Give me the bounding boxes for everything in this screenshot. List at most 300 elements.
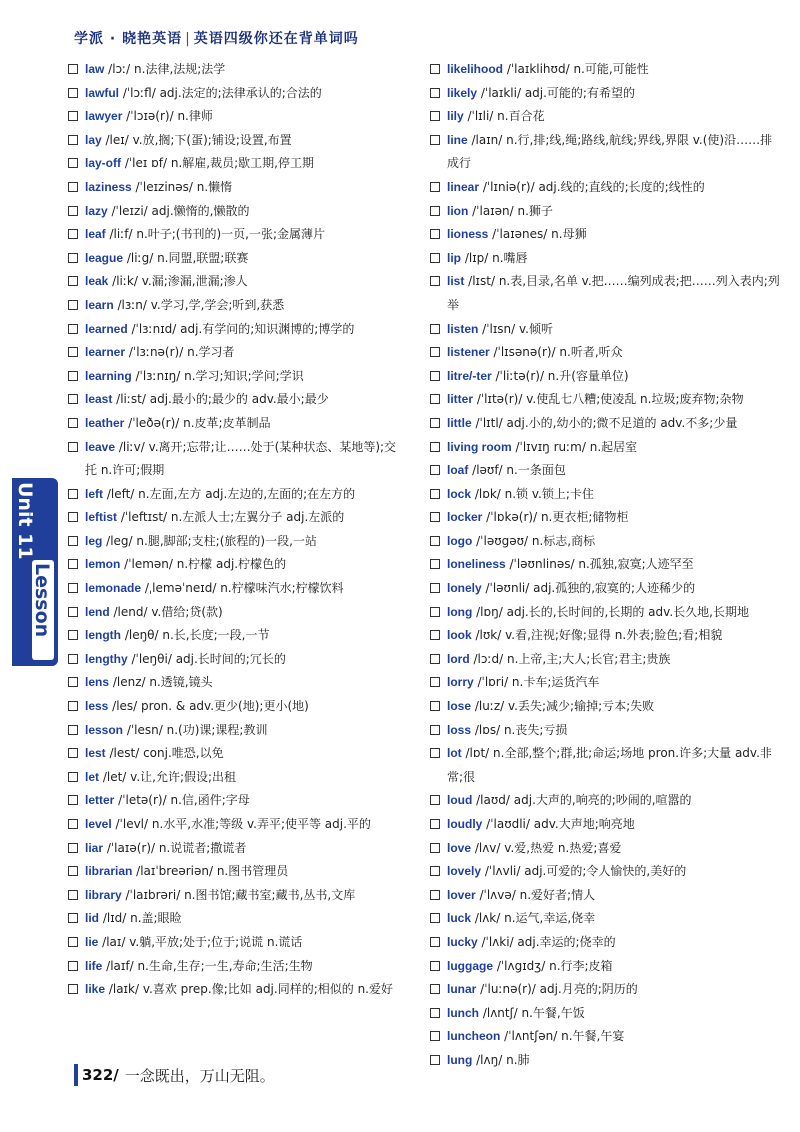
phonetic: /ˈləʊgəʊ/ xyxy=(472,533,532,548)
checkbox[interactable] xyxy=(430,206,440,216)
entry-body xyxy=(447,553,780,577)
entry-body xyxy=(447,365,780,389)
phonetic: /laɪf/ xyxy=(102,958,138,973)
headword: linear xyxy=(447,179,480,194)
entry-body xyxy=(447,105,780,129)
definition: n.丧失;亏损 xyxy=(503,722,568,737)
vocab-entry xyxy=(430,341,780,365)
vocab-entry xyxy=(430,955,780,979)
headword: lay xyxy=(85,132,102,147)
checkbox[interactable] xyxy=(68,394,78,404)
header-separator: | xyxy=(185,31,191,47)
checkbox[interactable] xyxy=(430,630,440,640)
checkbox[interactable] xyxy=(68,347,78,357)
entry-body xyxy=(447,648,780,672)
vocab-entry xyxy=(68,789,408,813)
definition: adj.最小的;最少的 adv.最小;最少 xyxy=(149,392,329,407)
phonetic: /lʌv/ xyxy=(471,840,505,855)
entry-body xyxy=(85,624,408,648)
definition: n.左面,左方 adj.左边的,左面的;在左方的 xyxy=(138,486,356,501)
headword: locker xyxy=(447,510,483,525)
vocab-entry xyxy=(430,530,780,554)
phonetic: /ˈlɪsənə(r)/ xyxy=(489,345,560,360)
vocab-entry xyxy=(68,978,408,1002)
checkbox[interactable] xyxy=(68,229,78,239)
checkbox[interactable] xyxy=(430,654,440,664)
checkbox[interactable] xyxy=(68,111,78,121)
vocab-entry xyxy=(68,58,408,82)
entry-body xyxy=(85,223,408,247)
definition: n.锁 v.锁上;卡住 xyxy=(504,486,594,501)
checkbox[interactable] xyxy=(430,913,440,923)
checkbox[interactable] xyxy=(430,1031,440,1041)
definition: v.喜欢 prep.像;比如 adj.同样的;相似的 n.爱好 xyxy=(142,982,393,997)
checkbox[interactable] xyxy=(68,866,78,876)
definition: n.叶子;(书刊的)一页,一张;金属薄片 xyxy=(136,227,326,242)
footer-bar xyxy=(74,1064,78,1086)
definition: n.百合花 xyxy=(497,109,545,124)
vocab-entry xyxy=(68,719,408,743)
headword: life xyxy=(85,958,103,973)
checkbox[interactable] xyxy=(68,182,78,192)
checkbox[interactable] xyxy=(430,394,440,404)
page-number: 322/ xyxy=(82,1066,119,1084)
checkbox[interactable] xyxy=(68,442,78,452)
headword: lunch xyxy=(447,1005,479,1020)
headword: lawful xyxy=(85,85,120,100)
entry-body xyxy=(85,671,408,695)
entry-body xyxy=(85,270,408,294)
definition: n.起居室 xyxy=(589,439,638,454)
phonetic: /lɪd/ xyxy=(99,911,131,926)
headword: living room xyxy=(447,439,512,454)
checkbox[interactable] xyxy=(430,701,440,711)
entry-body xyxy=(85,152,408,176)
entry-body xyxy=(447,601,780,625)
definition: v.漏;渗漏,泄漏;渗人 xyxy=(141,274,248,289)
definition: n.运气,幸运,侥幸 xyxy=(504,911,596,926)
entry-body xyxy=(447,719,780,743)
checkbox[interactable] xyxy=(430,748,440,758)
definition: v.学习,学,学会;听到,获悉 xyxy=(150,297,285,312)
vocab-entry xyxy=(68,318,408,342)
vocab-entry xyxy=(430,813,780,837)
vocab-entry xyxy=(430,1049,780,1073)
checkbox[interactable] xyxy=(430,111,440,121)
vocab-entry xyxy=(430,648,780,672)
headword: learner xyxy=(85,345,126,360)
headword: lazy xyxy=(85,203,108,218)
checkbox[interactable] xyxy=(430,64,440,74)
vocab-entry xyxy=(68,766,408,790)
headword: lid xyxy=(85,911,99,926)
definition: v.爱,热爱 n.热爱;喜爱 xyxy=(504,840,622,855)
entry-body xyxy=(447,624,780,648)
vocab-entry xyxy=(68,105,408,129)
vocab-entry xyxy=(68,553,408,577)
entry-body xyxy=(447,483,780,507)
phonetic: /liːst/ xyxy=(112,392,150,407)
definition: adj.有学问的;知识渊博的;博学的 xyxy=(180,321,355,336)
phonetic: /ˈləʊnlinəs/ xyxy=(505,557,579,572)
entry-body xyxy=(85,837,408,861)
checkbox[interactable] xyxy=(68,536,78,546)
definition: n.信,函件;字母 xyxy=(170,793,250,808)
checkbox[interactable] xyxy=(430,890,440,900)
definition: n.升(容量单位) xyxy=(547,368,629,383)
definition: n.行李;皮箱 xyxy=(549,958,613,973)
definition: n.母狮 xyxy=(551,227,587,242)
book-series: 学派 · 晓艳英语 xyxy=(74,31,183,47)
checkbox[interactable] xyxy=(430,253,440,263)
checkbox[interactable] xyxy=(430,725,440,735)
headword: learning xyxy=(85,368,132,383)
vocab-entry xyxy=(430,671,780,695)
headword: lonely xyxy=(447,581,482,596)
definition: v.丢失;减少;输掉;亏本;失败 xyxy=(508,699,655,714)
checkbox[interactable] xyxy=(68,559,78,569)
headword: lorry xyxy=(447,675,474,690)
checkbox[interactable] xyxy=(68,253,78,263)
entry-body xyxy=(447,341,780,365)
headword: litre/-ter xyxy=(447,368,492,383)
phonetic: /lɒŋ/ xyxy=(472,604,507,619)
checkbox[interactable] xyxy=(68,961,78,971)
phonetic: /ˈlɜːnɪŋ/ xyxy=(131,368,185,383)
checkbox[interactable] xyxy=(68,819,78,829)
phonetic: /laɪk/ xyxy=(105,982,143,997)
vocab-entry xyxy=(68,176,408,200)
checkbox[interactable] xyxy=(68,607,78,617)
headword: lest xyxy=(85,746,106,761)
vocab-entry xyxy=(430,1002,780,1026)
entry-body xyxy=(447,200,780,224)
entry-body xyxy=(85,365,408,389)
definition: n.生命,生存;一生,寿命;生活;生物 xyxy=(137,958,313,973)
vocab-entry xyxy=(68,884,408,908)
headword: least xyxy=(85,392,113,407)
checkbox[interactable] xyxy=(430,229,440,239)
phonetic: /ˈluːnə(r)/ xyxy=(476,982,540,997)
definition: n.一条面包 xyxy=(506,463,566,478)
vocab-entry xyxy=(68,813,408,837)
entry-body xyxy=(85,294,408,318)
phonetic: /lɒk/ xyxy=(471,486,505,501)
checkbox[interactable] xyxy=(430,276,440,286)
headword: lens xyxy=(85,675,110,690)
phonetic: /lest/ xyxy=(105,746,144,761)
definition: n.表,目录,名单 v.把……编列成表;把……列入表内;列举 xyxy=(447,274,780,312)
definition: n.解雇,裁员;歇工期,停工期 xyxy=(170,156,314,171)
entry-body xyxy=(447,955,780,979)
entry-body xyxy=(85,955,408,979)
vocab-entry xyxy=(430,978,780,1002)
phonetic: /laʊd/ xyxy=(472,793,514,808)
definition: n.左派人士;左翼分子 adj.左派的 xyxy=(170,510,345,525)
vocab-entry xyxy=(430,624,780,648)
entry-body xyxy=(85,601,408,625)
definition: adj.长时间的;冗长的 xyxy=(175,651,286,666)
vocab-entry xyxy=(68,412,408,436)
phonetic: /ˈlɒkə(r)/ xyxy=(482,510,541,525)
checkbox[interactable] xyxy=(68,300,78,310)
entry-body xyxy=(85,412,408,436)
entry-body xyxy=(447,789,780,813)
vocab-entry xyxy=(430,742,780,789)
entry-body xyxy=(447,270,780,317)
vocab-entry xyxy=(430,388,780,412)
phonetic: /ˌleməˈneɪd/ xyxy=(141,581,221,596)
checkbox[interactable] xyxy=(430,88,440,98)
checkbox[interactable] xyxy=(68,418,78,428)
definition: v.使乱七八糟;使凌乱 n.垃圾;废弃物;杂物 xyxy=(526,392,744,407)
vocab-entry xyxy=(68,341,408,365)
definition: n.更衣柜;储物柜 xyxy=(540,510,629,525)
vocab-entry xyxy=(68,200,408,224)
vocab-entry xyxy=(68,436,408,483)
definition: v.看,注视;好像;显得 n.外表;脸色;看;相貌 xyxy=(505,628,723,643)
checkbox[interactable] xyxy=(68,512,78,522)
entry-body xyxy=(85,341,408,365)
headword: lemonade xyxy=(85,581,142,596)
checkbox[interactable] xyxy=(430,347,440,357)
entry-body xyxy=(447,459,780,483)
checkbox[interactable] xyxy=(68,88,78,98)
footer-motto: 一念既出，万山无阻。 xyxy=(124,1066,275,1085)
checkbox[interactable] xyxy=(430,512,440,522)
checkbox[interactable] xyxy=(430,819,440,829)
vocab-entry xyxy=(68,223,408,247)
entry-body xyxy=(85,82,408,106)
entry-body xyxy=(85,506,408,530)
phonetic: /left/ xyxy=(103,486,139,501)
entry-body xyxy=(85,530,408,554)
vocab-entry xyxy=(68,671,408,695)
vocab-entry xyxy=(68,82,408,106)
headword: librarian xyxy=(85,864,133,879)
vocab-entry xyxy=(68,483,408,507)
phonetic: /ˈlaɪbrəri/ xyxy=(121,887,185,902)
checkbox[interactable] xyxy=(430,536,440,546)
headword: loneliness xyxy=(447,557,506,572)
checkbox[interactable] xyxy=(430,866,440,876)
headword: likely xyxy=(447,85,478,100)
checkbox[interactable] xyxy=(430,324,440,334)
definition: adj.可爱的;令人愉快的,美好的 xyxy=(524,864,687,879)
definition: n.腿,脚部;支柱;(旅程的)一段,一站 xyxy=(136,533,317,548)
checkbox[interactable] xyxy=(68,843,78,853)
phonetic: /leg/ xyxy=(102,533,137,548)
entry-body xyxy=(447,223,780,247)
vocab-entry xyxy=(430,907,780,931)
phonetic: /lʌntʃ/ xyxy=(479,1005,522,1020)
checkbox[interactable] xyxy=(68,701,78,711)
entry-body xyxy=(447,176,780,200)
checkbox[interactable] xyxy=(430,607,440,617)
definition: n.听者,听众 xyxy=(559,345,623,360)
phonetic: /lɔː/ xyxy=(104,62,135,76)
vocab-entry xyxy=(430,506,780,530)
checkbox[interactable] xyxy=(68,583,78,593)
checkbox[interactable] xyxy=(430,135,440,145)
checkbox[interactable] xyxy=(430,418,440,428)
checkbox[interactable] xyxy=(430,937,440,947)
vocab-entry xyxy=(430,860,780,884)
entry-body xyxy=(447,436,780,460)
vocab-entry xyxy=(430,129,780,176)
checkbox[interactable] xyxy=(68,890,78,900)
definition: n.爱好者;情人 xyxy=(519,887,596,902)
entry-body xyxy=(85,907,408,931)
headword: lesson xyxy=(85,722,124,737)
checkbox[interactable] xyxy=(68,64,78,74)
checkbox[interactable] xyxy=(430,961,440,971)
checkbox[interactable] xyxy=(430,583,440,593)
checkbox[interactable] xyxy=(68,677,78,687)
headword: lip xyxy=(447,250,461,265)
vocab-entry xyxy=(68,624,408,648)
headword: lunar xyxy=(447,982,477,997)
definition: n.学习;知识;学问;学识 xyxy=(184,368,304,383)
phonetic: /ləʊf/ xyxy=(468,463,507,478)
lesson-label: Lesson 4 xyxy=(32,560,54,660)
checkbox[interactable] xyxy=(68,748,78,758)
phonetic: /ˈlaɪən/ xyxy=(468,203,518,218)
definition: n.说谎者;撒谎者 xyxy=(158,840,247,855)
headword: listener xyxy=(447,345,490,360)
definition: n.行,排;线,绳;路线,航线;界线,界限 v.(使)沿……排成行 xyxy=(447,132,773,171)
definition: n.狮子 xyxy=(517,203,553,218)
vocab-entry xyxy=(68,837,408,861)
checkbox[interactable] xyxy=(68,324,78,334)
definition: v.离开;忘带;让……处于(某种状态、某地等);交托 n.许可;假期 xyxy=(85,439,397,478)
headword: luck xyxy=(447,911,472,926)
phonetic: /ˈleŋθi/ xyxy=(127,651,176,666)
checkbox[interactable] xyxy=(430,1008,440,1018)
checkbox[interactable] xyxy=(68,135,78,145)
checkbox[interactable] xyxy=(430,984,440,994)
definition: adj.法定的;法律承认的;合法的 xyxy=(159,85,322,100)
checkbox[interactable] xyxy=(430,371,440,381)
definition: adj.线的;直线的;长度的;线性的 xyxy=(538,179,705,194)
phonetic: /lʊk/ xyxy=(471,628,506,643)
checkbox[interactable] xyxy=(430,1055,440,1065)
entry-body xyxy=(85,742,408,766)
definition: adj.可能的;有希望的 xyxy=(524,85,635,100)
definition: n.皮革;皮革制品 xyxy=(183,415,271,430)
phonetic: /ˈlɜːnə(r)/ xyxy=(125,345,188,360)
headword: learn xyxy=(85,297,114,312)
headword: lung xyxy=(447,1052,473,1067)
entry-body xyxy=(85,813,408,837)
phonetic: /laɪ/ xyxy=(98,934,130,949)
headword: lock xyxy=(447,486,472,501)
headword: left xyxy=(85,486,103,501)
phonetic: /ˈlɪli/ xyxy=(463,109,498,124)
headword: length xyxy=(85,628,121,643)
checkbox[interactable] xyxy=(68,630,78,640)
phonetic: /ˈliːtə(r)/ xyxy=(491,368,548,383)
checkbox[interactable] xyxy=(68,158,78,168)
checkbox[interactable] xyxy=(430,442,440,452)
checkbox[interactable] xyxy=(68,772,78,782)
checkbox[interactable] xyxy=(68,206,78,216)
definition: pron. & adv.更少(地);更小(地) xyxy=(141,699,309,714)
checkbox[interactable] xyxy=(430,465,440,475)
headword: lemon xyxy=(85,557,121,572)
checkbox[interactable] xyxy=(68,913,78,923)
checkbox[interactable] xyxy=(68,276,78,286)
headword: leave xyxy=(85,439,116,454)
checkbox[interactable] xyxy=(68,937,78,947)
entry-body xyxy=(447,388,780,412)
checkbox[interactable] xyxy=(430,182,440,192)
definition: n.透镜,镜头 xyxy=(149,675,213,690)
definition: n.(功)课;课程;教训 xyxy=(166,722,268,737)
headword: listen xyxy=(447,321,479,336)
phonetic: /ˈlʌki/ xyxy=(477,934,518,949)
checkbox[interactable] xyxy=(68,371,78,381)
definition: v.放,搁;下(蛋);铺设;设置,布置 xyxy=(132,132,292,147)
checkbox[interactable] xyxy=(68,654,78,664)
entry-body xyxy=(447,1049,780,1073)
vocab-entry xyxy=(68,388,408,412)
checkbox[interactable] xyxy=(68,795,78,805)
checkbox[interactable] xyxy=(430,489,440,499)
definition: n.午餐,午宴 xyxy=(561,1029,625,1044)
headword: luncheon xyxy=(447,1029,501,1044)
checkbox[interactable] xyxy=(430,843,440,853)
headword: level xyxy=(85,817,112,831)
headword: little xyxy=(447,415,472,430)
phonetic: /leɪ/ xyxy=(101,132,133,147)
vocab-entry xyxy=(68,270,408,294)
checkbox[interactable] xyxy=(430,559,440,569)
vocab-entry xyxy=(68,860,408,884)
vocab-entry xyxy=(68,506,408,530)
entry-body xyxy=(85,931,408,955)
definition: adv.大声地;响亮地 xyxy=(533,817,635,831)
headword: league xyxy=(85,250,124,265)
entry-body xyxy=(447,129,780,176)
phonetic: /lʌŋ/ xyxy=(472,1052,507,1067)
definition: v.倾听 xyxy=(519,321,554,336)
vocab-entry xyxy=(68,648,408,672)
headword: logo xyxy=(447,533,473,548)
headword: less xyxy=(85,699,109,714)
phonetic: /ˈlɜːnɪd/ xyxy=(127,321,181,336)
vocab-entry xyxy=(430,412,780,436)
checkbox[interactable] xyxy=(68,489,78,499)
headword: library xyxy=(85,887,122,902)
checkbox[interactable] xyxy=(430,795,440,805)
entry-body xyxy=(447,577,780,601)
definition: v.借给;贷(款) xyxy=(151,604,223,619)
vocab-entry xyxy=(430,931,780,955)
headword: luggage xyxy=(447,958,494,973)
checkbox[interactable] xyxy=(430,677,440,687)
vocab-entry xyxy=(68,601,408,625)
entry-body xyxy=(447,58,780,82)
checkbox[interactable] xyxy=(68,725,78,735)
phonetic: /lɔːd/ xyxy=(469,651,507,666)
checkbox[interactable] xyxy=(68,984,78,994)
headword: lord xyxy=(447,651,470,666)
headword: lion xyxy=(447,203,469,218)
phonetic: /luːz/ xyxy=(471,699,509,714)
phonetic: /ˈlɒri/ xyxy=(473,675,512,690)
definition: n.律师 xyxy=(177,109,213,124)
